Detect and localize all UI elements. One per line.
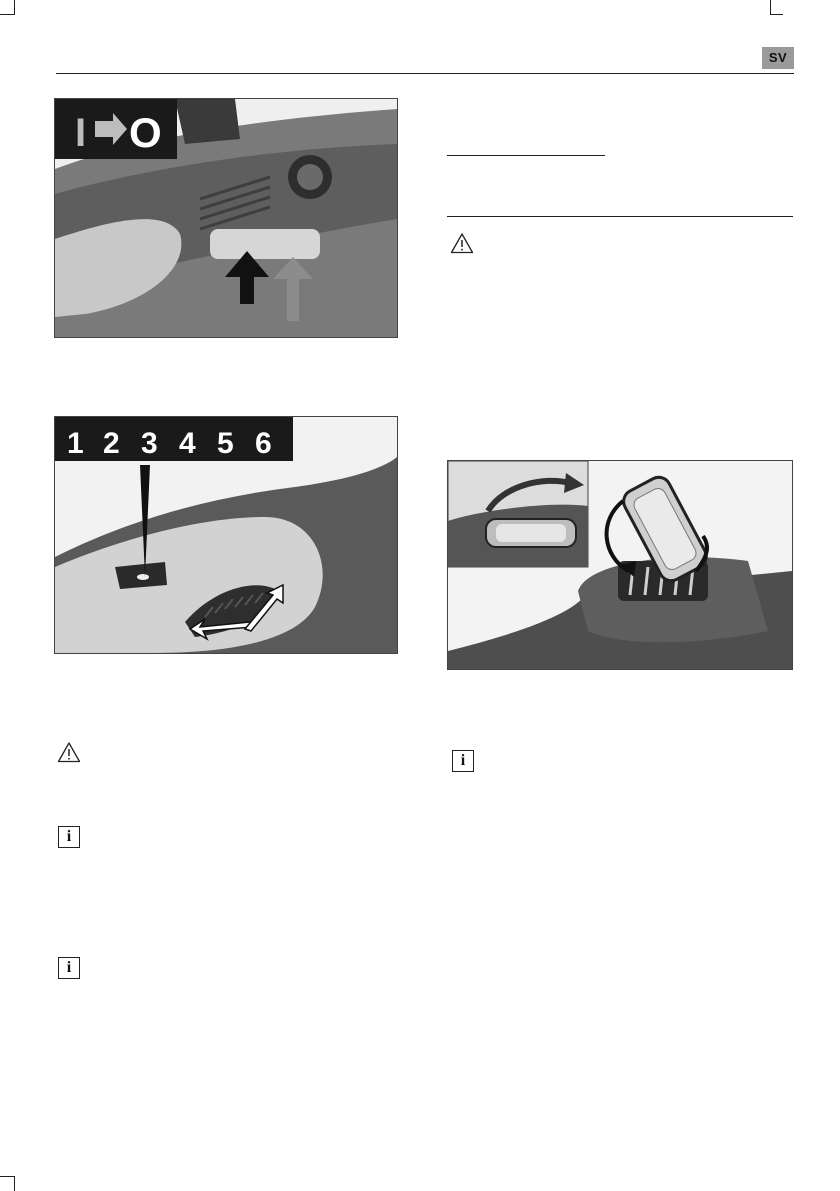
crop-mark-top-right [770,0,783,15]
switch-off-symbol: O [129,109,162,156]
warning-triangle-icon [450,232,474,259]
info-icon: i [58,957,80,979]
speed-label-6: 6 [255,427,272,460]
figure-speed-dial [54,416,398,654]
crop-mark-top-left [0,0,15,15]
speed-label-5: 5 [217,427,234,460]
speed-label-1: 1 [67,427,84,460]
crop-mark-bottom-left [0,1176,15,1191]
language-badge: SV [762,47,794,69]
switch-on-symbol: I [75,111,87,155]
figure-filter [447,460,793,670]
section-rule [447,216,793,217]
speed-label-2: 2 [103,427,120,460]
figure-switch-off [54,98,398,338]
speed-label-4: 4 [179,427,196,460]
short-heading-rule [447,155,605,156]
warning-triangle-icon [57,741,81,768]
header-rule [56,73,794,74]
info-icon: i [58,826,80,848]
info-icon: i [452,750,474,772]
speed-label-3: 3 [141,427,158,460]
